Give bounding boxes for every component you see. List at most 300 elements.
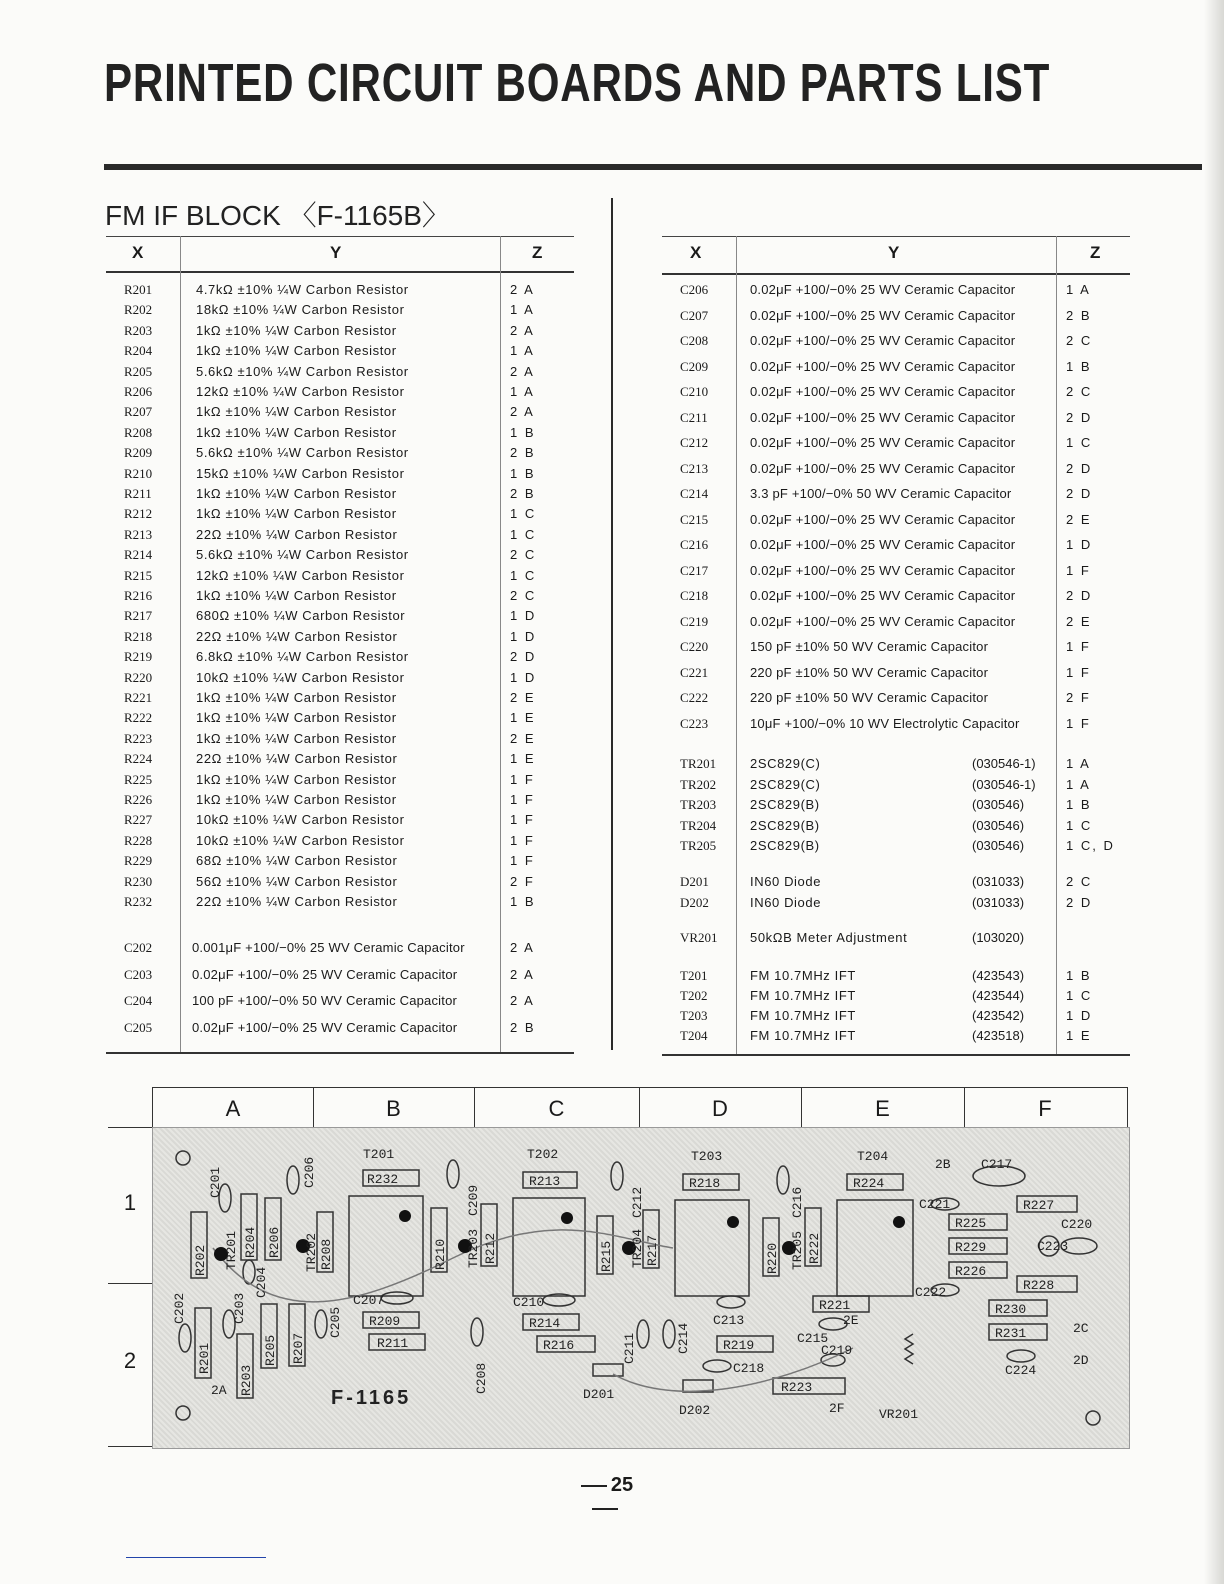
board-location: 2 D (1066, 588, 1093, 603)
part-description: 1kΩ ±10% ¼W Carbon Resistor (196, 343, 397, 359)
part-number: R206 (124, 384, 153, 399)
label-r208: R208 (319, 1238, 334, 1270)
table-row (106, 608, 574, 628)
label-t203: T203 (691, 1149, 723, 1164)
table-row (106, 940, 574, 960)
label-c220: C220 (1061, 1217, 1093, 1232)
label-r206: R206 (267, 1226, 282, 1258)
part-number: R214 (124, 547, 153, 563)
part-number: R224 (124, 751, 153, 767)
board-location: 1 F (510, 853, 535, 869)
right-table-header (662, 236, 1130, 275)
label-r215: R215 (599, 1240, 614, 1272)
label-r212: R212 (483, 1232, 498, 1264)
table-row (106, 833, 574, 853)
stock-number: (103020) (972, 930, 1025, 945)
board-location: 1 F (510, 832, 535, 848)
part-number: TR203 (680, 797, 717, 812)
part-number: R229 (124, 853, 153, 869)
table-row (662, 435, 1130, 455)
board-location: 2 D (1066, 486, 1093, 501)
label-c206: C206 (302, 1156, 317, 1188)
pcb-col-e: E (801, 1088, 965, 1128)
table-row (662, 777, 1130, 797)
label-c210: C210 (513, 1295, 545, 1310)
part-number: T203 (680, 1008, 708, 1023)
board-location: 2 E (510, 730, 536, 746)
stock-number: (030546) (972, 797, 1025, 812)
label-c213: C213 (713, 1313, 745, 1328)
part-description: 0.02μF +100/−0% 25 WV Ceramic Capacitor (750, 282, 1016, 297)
part-number: C215 (680, 511, 709, 527)
board-location: 1 D (1066, 537, 1093, 552)
table-row (106, 894, 574, 914)
label-2e: 2E (843, 1313, 859, 1328)
page-title: PRINTED CIRCUIT BOARDS AND PARTS LIST (104, 53, 1051, 113)
part-number: C205 (124, 1019, 153, 1035)
board-location: 2 D (1066, 409, 1093, 425)
part-description: 1kΩ ±10% ¼W Carbon Resistor (196, 792, 397, 807)
c218-outline (703, 1360, 731, 1372)
label-tr203: TR203 (466, 1228, 481, 1268)
label-r209: R209 (369, 1314, 401, 1329)
label-r225: R225 (955, 1216, 987, 1231)
table-row (662, 968, 1130, 988)
part-description: 0.02μF +100/−0% 25 WV Ceramic Capacitor (750, 333, 1016, 348)
part-description: 150 pF ±10% 50 WV Ceramic Capacitor (750, 639, 989, 654)
left-table-header (106, 236, 574, 273)
label-c201: C201 (208, 1166, 223, 1198)
board-location: 2 A (510, 282, 535, 297)
pcb-board (152, 1127, 1130, 1449)
part-description: 0.02μF +100/−0% 25 WV Ceramic Capacitor (750, 537, 1016, 552)
part-number: R232 (124, 894, 153, 909)
table-row (106, 425, 574, 445)
table-row (106, 649, 574, 669)
part-number: R210 (124, 465, 153, 481)
label-c216: C216 (790, 1186, 805, 1218)
part-description: 12kΩ ±10% ¼W Carbon Resistor (196, 567, 405, 583)
table-row (662, 359, 1130, 379)
label-t204: T204 (857, 1149, 889, 1164)
part-number: TR205 (680, 838, 717, 853)
t203-core (727, 1216, 739, 1228)
label-c207: C207 (353, 1293, 385, 1308)
board-location: 2 A (510, 993, 535, 1008)
label-d201: D201 (583, 1387, 615, 1402)
part-number: T204 (680, 1028, 708, 1043)
pcb-col-b: B (313, 1088, 475, 1128)
board-location: 1 D (510, 628, 537, 644)
table-row (106, 772, 574, 792)
part-number: C206 (680, 282, 709, 297)
table-row (106, 1020, 574, 1040)
table-row (662, 1008, 1130, 1028)
stock-number: (030546-1) (972, 776, 1036, 792)
table-row (106, 343, 574, 363)
header-z: Z (532, 243, 543, 262)
part-number: C213 (680, 460, 709, 476)
board-location: 2 A (510, 966, 535, 982)
table-row (662, 308, 1130, 328)
part-description: 0.02μF +100/−0% 25 WV Ceramic Capacitor (750, 307, 1016, 323)
pcb-row-2: 2 (123, 1348, 137, 1373)
board-location: 1 B (510, 424, 536, 440)
board-location: 1 F (1066, 639, 1091, 654)
table-row (662, 333, 1130, 353)
part-description: 680Ω ±10% ¼W Carbon Resistor (196, 608, 406, 624)
table-row (106, 710, 574, 730)
board-location: 1 C (510, 567, 537, 583)
part-description: 1kΩ ±10% ¼W Carbon Resistor (196, 424, 397, 440)
part-description: 0.02μF +100/−0% 25 WV Ceramic Capacitor (192, 966, 458, 982)
part-number: C220 (680, 639, 709, 654)
part-number: C222 (680, 690, 709, 705)
part-number: R222 (124, 710, 153, 726)
table-row (662, 1028, 1130, 1048)
board-location: 2 C (510, 588, 537, 603)
label-c218: C218 (733, 1361, 765, 1376)
label-r201: R201 (197, 1342, 212, 1374)
part-number: R211 (124, 486, 152, 501)
label-r223: R223 (781, 1380, 813, 1395)
label-2d: 2D (1073, 1353, 1089, 1368)
part-description: FM 10.7MHz IFT (750, 1008, 856, 1023)
table-row (106, 993, 574, 1013)
board-location: 1 B (1066, 797, 1092, 812)
d201-body (593, 1364, 623, 1376)
pcb-row-1: 1 (123, 1190, 137, 1215)
board-location: 1 F (1066, 715, 1091, 731)
c213-outline (717, 1296, 745, 1308)
board-location: 1 B (1066, 968, 1092, 983)
t201-core (399, 1210, 411, 1222)
label-r218: R218 (689, 1176, 721, 1191)
label-r210: R210 (433, 1238, 448, 1270)
label-tr202: TR202 (304, 1232, 319, 1272)
table-row (662, 838, 1130, 858)
part-description: 100 pF +100/−0% 50 WV Ceramic Capacitor (192, 993, 458, 1008)
part-number: TR202 (680, 776, 717, 792)
label-t202: T202 (527, 1147, 559, 1162)
part-description: 1kΩ ±10% ¼W Carbon Resistor (196, 486, 397, 501)
board-location: 2 D (1066, 894, 1093, 910)
part-number: R212 (124, 506, 153, 522)
label-r203: R203 (239, 1364, 254, 1396)
part-number: R213 (124, 526, 153, 542)
left-parts-table (106, 236, 574, 1056)
part-number: TR201 (680, 756, 717, 771)
label-c204: C204 (254, 1266, 269, 1298)
label-c215: C215 (797, 1331, 829, 1346)
board-location: 2 D (510, 649, 537, 665)
part-number: C204 (124, 993, 153, 1008)
board-location: 1 C, D (1066, 838, 1115, 853)
board-location: 1 D (1066, 1008, 1093, 1023)
part-description: 22Ω ±10% ¼W Carbon Resistor (196, 894, 398, 909)
label-r205: R205 (263, 1334, 278, 1366)
pcb-col-c: C (474, 1088, 640, 1128)
label-c219: C219 (821, 1343, 853, 1358)
part-description: 5.6kΩ ±10% ¼W Carbon Resistor (196, 363, 409, 379)
label-c217: C217 (981, 1157, 1013, 1172)
board-location: 1 F (510, 771, 535, 787)
board-label: F-1165 (331, 1387, 412, 1409)
label-r204: R204 (243, 1226, 258, 1258)
table-row (662, 639, 1130, 659)
board-location: 2 C (1066, 874, 1093, 889)
label-c208: C208 (474, 1362, 489, 1394)
label-r220: R220 (765, 1242, 780, 1274)
label-r232: R232 (367, 1172, 399, 1187)
part-description: IN60 Diode (750, 874, 822, 889)
part-number: C210 (680, 384, 709, 399)
board-location: 1 A (1066, 756, 1091, 771)
part-description: 10kΩ ±10% ¼W Carbon Resistor (196, 832, 405, 848)
c212-outline (611, 1162, 623, 1190)
label-r226: R226 (955, 1264, 987, 1279)
label-tr201: TR201 (224, 1230, 239, 1270)
part-description: 22Ω ±10% ¼W Carbon Resistor (196, 628, 398, 644)
part-description: 2SC829(B) (750, 838, 820, 853)
part-number: R216 (124, 588, 153, 603)
table-row (106, 812, 574, 832)
part-description: 10kΩ ±10% ¼W Carbon Resistor (196, 669, 405, 685)
table-row (106, 364, 574, 384)
label-r216: R216 (543, 1338, 575, 1353)
table-row (106, 445, 574, 465)
label-r207: R207 (291, 1332, 306, 1364)
part-description: 18kΩ ±10% ¼W Carbon Resistor (196, 302, 405, 318)
right-table-bottom-rule (662, 1054, 1130, 1056)
board-location: 2 D (1066, 460, 1093, 476)
page-number: 25 (560, 1474, 650, 1520)
part-description: 22Ω ±10% ¼W Carbon Resistor (196, 526, 398, 542)
label-d202: D202 (679, 1403, 711, 1418)
label-tr205: TR205 (790, 1230, 805, 1270)
board-location: 2 A (510, 940, 535, 955)
label-2c: 2C (1073, 1321, 1089, 1336)
part-description: 1kΩ ±10% ¼W Carbon Resistor (196, 506, 397, 522)
label-c222: C222 (915, 1285, 947, 1300)
part-number: R207 (124, 404, 153, 420)
part-description: 6.8kΩ ±10% ¼W Carbon Resistor (196, 649, 409, 665)
table-row (106, 690, 574, 710)
part-number: C223 (680, 715, 709, 731)
table-row (106, 967, 574, 987)
label-c211: C211 (622, 1332, 637, 1364)
part-description: 10μF +100/−0% 10 WV Electrolytic Capacitor (750, 715, 1020, 731)
part-description: 0.02μF +100/−0% 25 WV Ceramic Capacitor (750, 588, 1016, 603)
label-r214: R214 (529, 1316, 561, 1331)
table-row (662, 756, 1130, 776)
part-description: 1kΩ ±10% ¼W Carbon Resistor (196, 322, 397, 338)
board-location: 1 C (1066, 817, 1093, 833)
table-row (106, 629, 574, 649)
title-rule (104, 164, 1202, 170)
part-description: FM 10.7MHz IFT (750, 988, 856, 1003)
part-description: 0.02μF +100/−0% 25 WV Ceramic Capacitor (750, 613, 1016, 629)
board-location: 2 A (510, 404, 535, 420)
pcb-column-header (152, 1087, 1128, 1129)
board-location: 2 B (510, 1019, 536, 1035)
table-row (662, 588, 1130, 608)
part-number: C209 (680, 358, 709, 374)
board-location: 1 E (510, 751, 536, 767)
table-row (662, 818, 1130, 838)
board-location: 1 F (510, 792, 535, 807)
label-c203: C203 (232, 1292, 247, 1324)
part-number: C221 (680, 664, 709, 680)
table-row (662, 486, 1130, 506)
part-description: 1kΩ ±10% ¼W Carbon Resistor (196, 404, 397, 420)
part-description: 220 pF ±10% 50 WV Ceramic Capacitor (750, 664, 989, 680)
board-location: 1 A (510, 384, 535, 399)
table-row (662, 716, 1130, 736)
board-location: 1 A (510, 343, 535, 359)
board-location: 1 B (1066, 358, 1092, 374)
part-number: T202 (680, 988, 708, 1003)
label-c214: C214 (676, 1322, 691, 1354)
table-row (106, 792, 574, 812)
pcb-row-divider (108, 1283, 152, 1284)
part-number: R204 (124, 343, 153, 359)
table-row (106, 547, 574, 567)
part-number: C208 (680, 333, 709, 348)
part-number: R208 (124, 424, 153, 440)
pcb-col-f: F (1038, 1096, 1052, 1121)
table-row (106, 486, 574, 506)
part-description: 1kΩ ±10% ¼W Carbon Resistor (196, 710, 397, 726)
board-location: 2 B (1066, 307, 1092, 323)
part-description: 50kΩB Meter Adjustment (750, 930, 908, 945)
part-description: 1kΩ ±10% ¼W Carbon Resistor (196, 690, 397, 705)
board-location: 1 D (510, 608, 537, 624)
label-2a: 2A (211, 1383, 227, 1398)
part-number: R215 (124, 567, 153, 583)
board-location: 2 E (1066, 613, 1092, 629)
part-description: 0.001μF +100/−0% 25 WV Ceramic Capacitor (192, 940, 465, 955)
part-number: R203 (124, 322, 153, 338)
table-row (106, 874, 574, 894)
part-description: 15kΩ ±10% ¼W Carbon Resistor (196, 465, 405, 481)
board-location: 1 C (510, 506, 537, 522)
part-number: R201 (124, 282, 153, 297)
part-description: 0.02μF +100/−0% 25 WV Ceramic Capacitor (192, 1019, 458, 1035)
c216-outline (777, 1166, 789, 1194)
label-r231: R231 (995, 1326, 1027, 1341)
mounting-hole (176, 1151, 190, 1165)
table-row (106, 466, 574, 486)
table-row (662, 410, 1130, 430)
part-number: T201 (680, 968, 708, 983)
table-row (106, 731, 574, 751)
table-row (106, 568, 574, 588)
part-number: C203 (124, 966, 153, 982)
table-row (106, 506, 574, 526)
label-r219: R219 (723, 1338, 755, 1353)
board-location: 2 B (510, 445, 536, 461)
part-description: 0.02μF +100/−0% 25 WV Ceramic Capacitor (750, 358, 1016, 374)
part-description: 10kΩ ±10% ¼W Carbon Resistor (196, 812, 405, 828)
board-location: 2 C (1066, 384, 1093, 399)
board-location: 2 A (510, 363, 535, 379)
label-2b: 2B (935, 1157, 951, 1172)
part-description: 4.7kΩ ±10% ¼W Carbon Resistor (196, 282, 409, 297)
part-description: 1kΩ ±10% ¼W Carbon Resistor (196, 730, 397, 746)
part-number: R202 (124, 302, 153, 318)
table-row (662, 563, 1130, 583)
board-location: 2 B (510, 486, 536, 501)
label-tr204: TR204 (630, 1228, 645, 1268)
label-c224: C224 (1005, 1363, 1037, 1378)
part-description: IN60 Diode (750, 894, 822, 910)
part-description: 2SC829(C) (750, 776, 821, 792)
part-number: TR204 (680, 817, 717, 833)
part-number: C207 (680, 307, 709, 323)
board-location: 1 E (1066, 1028, 1092, 1043)
part-number: C219 (680, 613, 709, 629)
board-location: 1 E (510, 710, 536, 726)
part-number: D201 (680, 874, 709, 889)
part-description: 2SC829(C) (750, 756, 821, 771)
table-row (662, 282, 1130, 302)
board-location: 1 B (510, 465, 536, 481)
label-c221: C221 (919, 1197, 951, 1212)
label-c209: C209 (466, 1184, 481, 1216)
board-location: 1 F (1066, 664, 1091, 680)
board-location: 1 C (1066, 988, 1093, 1003)
c211-outline (637, 1320, 649, 1348)
t203-outline (675, 1200, 749, 1296)
part-description: 22Ω ±10% ¼W Carbon Resistor (196, 751, 398, 767)
pcb-col-a: A (153, 1088, 314, 1128)
part-number: R217 (124, 608, 153, 624)
label-r228: R228 (1023, 1278, 1055, 1293)
part-description: 68Ω ±10% ¼W Carbon Resistor (196, 853, 398, 869)
mounting-hole (1086, 1411, 1100, 1425)
right-parts-table (662, 236, 1130, 1056)
pcb-drawing (153, 1128, 1129, 1448)
label-c212: C212 (630, 1186, 645, 1218)
table-row (662, 874, 1130, 894)
table-row (662, 895, 1130, 915)
board-location: 1 A (1066, 776, 1091, 792)
stock-number: (030546) (972, 817, 1025, 833)
label-c205: C205 (328, 1306, 343, 1338)
label-r222: R222 (807, 1232, 822, 1264)
stock-number: (031033) (972, 874, 1025, 889)
part-description: 1kΩ ±10% ¼W Carbon Resistor (196, 771, 397, 787)
stock-number: (030546-1) (972, 756, 1036, 771)
board-location: 1 C (510, 526, 537, 542)
stock-number: (031033) (972, 894, 1025, 910)
board-location: 1 F (510, 812, 535, 828)
part-number: D202 (680, 894, 709, 910)
label-r227: R227 (1023, 1198, 1055, 1213)
part-description: 0.02μF +100/−0% 25 WV Ceramic Capacitor (750, 435, 1016, 450)
part-description: 220 pF ±10% 50 WV Ceramic Capacitor (750, 690, 989, 705)
part-number: R230 (124, 873, 153, 889)
pcb-col-d: D (639, 1088, 802, 1128)
board-location: 2 F (510, 873, 535, 889)
label-t201: T201 (363, 1147, 395, 1162)
part-description: FM 10.7MHz IFT (750, 1028, 856, 1043)
part-number: C216 (680, 537, 709, 552)
part-number: R228 (124, 832, 153, 848)
part-description: 0.02μF +100/−0% 25 WV Ceramic Capacitor (750, 562, 1016, 578)
part-description: 5.6kΩ ±10% ¼W Carbon Resistor (196, 547, 409, 563)
